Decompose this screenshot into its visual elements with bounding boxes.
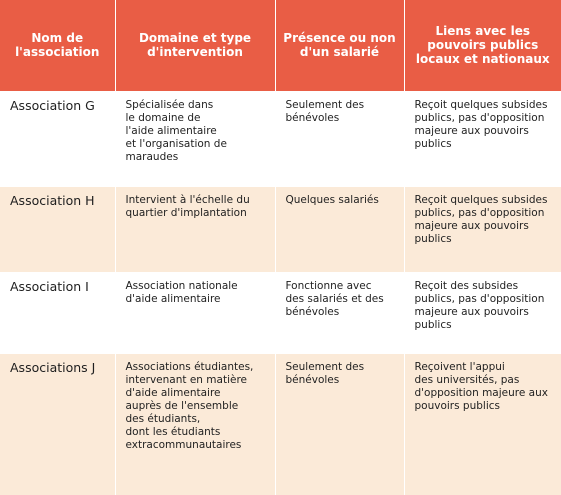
cell-domain: Association nationale d'aide alimentaire <box>115 272 275 353</box>
table-header <box>0 0 561 91</box>
header-row <box>0 0 561 91</box>
table-row <box>0 353 561 495</box>
cell-staff: Seulement des bénévoles <box>275 91 404 186</box>
cell-public-links: Reçoit quelques subsides publics, pas d'opposition majeure aux pouvoirs publics <box>404 186 561 272</box>
table-row <box>0 272 561 353</box>
cell-staff: Seulement des bénévoles <box>275 353 404 495</box>
header-salaried-presence: Présence ou non d'un salarié <box>275 0 404 91</box>
cell-public-links: Reçoit quelques subsides publics, pas d'opposition majeure aux pouvoirs publics <box>404 91 561 186</box>
table-row <box>0 91 561 186</box>
header-public-authority-links: Liens avec les pouvoirs publics locaux et nationaux <box>404 0 561 91</box>
header-association-name: Nom de l'association <box>0 0 115 91</box>
header-domain-type: Domaine et type d'intervention <box>115 0 275 91</box>
table-row <box>0 186 561 272</box>
cell-association-name: Associations J <box>0 353 115 495</box>
cell-public-links: Reçoivent l'appui des universités, pas d'opposition majeure aux pouvoirs publics <box>404 353 561 495</box>
cell-association-name: Association H <box>0 186 115 272</box>
cell-public-links: Reçoit des subsides publics, pas d'opposition majeure aux pouvoirs publics <box>404 272 561 353</box>
cell-domain: Spécialisée dans le domaine de l'aide alimentaire et l'organisation de maraudes <box>115 91 275 186</box>
cell-domain: Intervient à l'échelle du quartier d'implantation <box>115 186 275 272</box>
table-body <box>0 91 561 495</box>
cell-domain: Associations étudiantes, intervenant en matière d'aide alimentaire auprès de l'ensemble des étudiants, dont les étudiants extracommunautaires <box>115 353 275 495</box>
cell-staff: Quelques salariés <box>275 186 404 272</box>
cell-association-name: Association G <box>0 91 115 186</box>
cell-association-name: Association I <box>0 272 115 353</box>
cell-staff: Fonctionne avec des salariés et des bénévoles <box>275 272 404 353</box>
